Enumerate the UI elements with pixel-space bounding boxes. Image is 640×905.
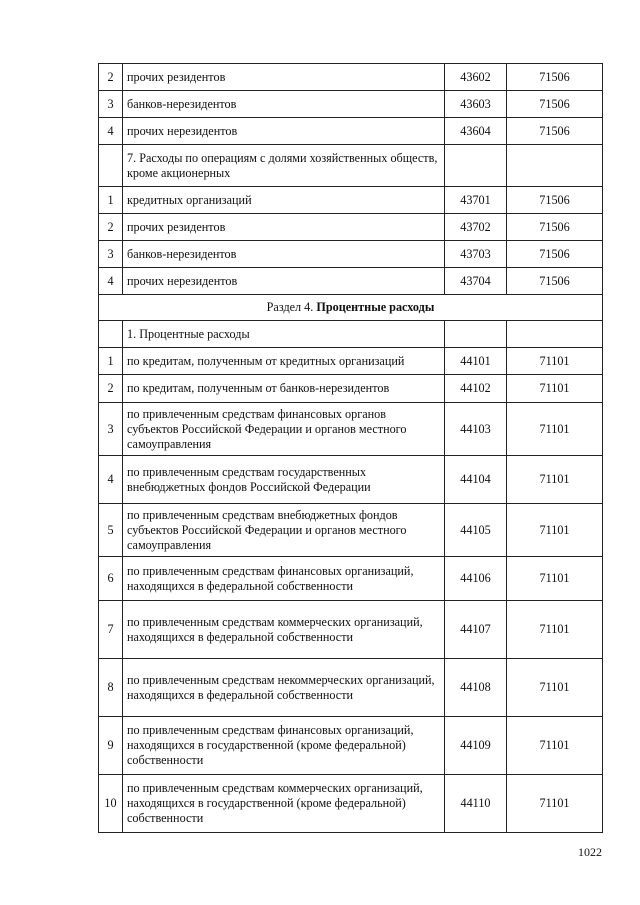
account-code-2: 71101 [507,403,603,456]
row-description: по кредитам, полученным от кредитных организаций [123,348,445,375]
table-row [99,456,603,504]
row-description: по привлеченным средствам некоммерческих организаций, находящихся в федеральной собственности [123,659,445,717]
row-number: 3 [99,241,123,268]
account-code-1: 44106 [445,557,507,601]
row-description: прочих резидентов [123,64,445,91]
table-row [99,64,603,91]
row-description: по привлеченным средствам финансовых организаций, находящихся в государственной (кроме федеральной) собственности [123,717,445,775]
row-description: по привлеченным средствам коммерческих организаций, находящихся в государственной (кроме федеральной) собственности [123,775,445,833]
account-code-2: 71506 [507,268,603,295]
section-title: Процентные расходы [316,300,435,314]
account-code-2: 71101 [507,348,603,375]
account-code-2: 71101 [507,775,603,833]
row-number: 3 [99,91,123,118]
row-description: по привлеченным средствам внебюджетных фондов субъектов Российской Федерации и органов местного самоуправления [123,504,445,557]
table-row [99,403,603,456]
row-description: по привлеченным средствам финансовых организаций, находящихся в федеральной собственности [123,557,445,601]
section-title-cell [99,295,603,321]
row-number: 2 [99,214,123,241]
table-row [99,775,603,833]
account-code-2: 71506 [507,214,603,241]
table-row [99,557,603,601]
table-row [99,659,603,717]
account-code-2: 71506 [507,91,603,118]
accounts-table [98,63,603,833]
row-number: 2 [99,375,123,403]
table-row [99,241,603,268]
table-row [99,717,603,775]
table-row [99,601,603,659]
account-code-1: 43602 [445,64,507,91]
account-code-1: 43702 [445,214,507,241]
table-row [99,91,603,118]
row-description: прочих нерезидентов [123,268,445,295]
row-description: банков-нерезидентов [123,241,445,268]
row-number: 10 [99,775,123,833]
account-code-1: 43704 [445,268,507,295]
row-number: 9 [99,717,123,775]
account-code-2: 71506 [507,118,603,145]
table-row [99,375,603,403]
row-number: 4 [99,118,123,145]
account-code-2 [507,321,603,348]
account-code-1: 44102 [445,375,507,403]
account-code-2: 71101 [507,557,603,601]
row-number: 1 [99,187,123,214]
table-row [99,504,603,557]
account-code-2: 71101 [507,717,603,775]
row-description: прочих резидентов [123,214,445,241]
row-description: по привлеченным средствам коммерческих организаций, находящихся в федеральной собственности [123,601,445,659]
table-row [99,118,603,145]
table-row [99,268,603,295]
account-code-2: 71101 [507,659,603,717]
table-row [99,145,603,187]
row-number [99,321,123,348]
row-number [99,145,123,187]
account-code-2: 71101 [507,456,603,504]
account-code-1: 44105 [445,504,507,557]
account-code-1 [445,145,507,187]
page-number: 1022 [578,845,602,859]
row-number: 5 [99,504,123,557]
account-code-1: 44103 [445,403,507,456]
account-code-1: 44110 [445,775,507,833]
section-header-row [99,295,603,321]
account-code-2: 71506 [507,241,603,268]
account-code-1: 44101 [445,348,507,375]
row-number: 1 [99,348,123,375]
account-code-2: 71506 [507,64,603,91]
row-number: 2 [99,64,123,91]
row-number: 6 [99,557,123,601]
row-number: 7 [99,601,123,659]
row-description: по привлеченным средствам государственных внебюджетных фондов Российской Федерации [123,456,445,504]
row-number: 4 [99,268,123,295]
table-row [99,348,603,375]
row-description: 1. Процентные расходы [123,321,445,348]
account-code-2 [507,145,603,187]
row-description: по кредитам, полученным от банков-нерезидентов [123,375,445,403]
row-description: 7. Расходы по операциям с долями хозяйственных обществ, кроме акционерных [123,145,445,187]
account-code-2: 71101 [507,504,603,557]
account-code-1: 44107 [445,601,507,659]
row-number: 3 [99,403,123,456]
account-code-1: 44104 [445,456,507,504]
account-code-1: 43604 [445,118,507,145]
row-number: 4 [99,456,123,504]
table-row [99,187,603,214]
row-description: по привлеченным средствам финансовых органов субъектов Российской Федерации и органов местного самоуправления [123,403,445,456]
account-code-2: 71101 [507,601,603,659]
row-description: прочих нерезидентов [123,118,445,145]
account-code-1 [445,321,507,348]
row-number: 8 [99,659,123,717]
account-code-1: 44108 [445,659,507,717]
account-code-1: 43603 [445,91,507,118]
account-code-1: 43701 [445,187,507,214]
account-code-2: 71101 [507,375,603,403]
section-prefix: Раздел 4. [266,300,317,314]
account-code-2: 71506 [507,187,603,214]
account-code-1: 44109 [445,717,507,775]
table-row [99,321,603,348]
table-row [99,214,603,241]
account-code-1: 43703 [445,241,507,268]
row-description: кредитных организаций [123,187,445,214]
row-description: банков-нерезидентов [123,91,445,118]
